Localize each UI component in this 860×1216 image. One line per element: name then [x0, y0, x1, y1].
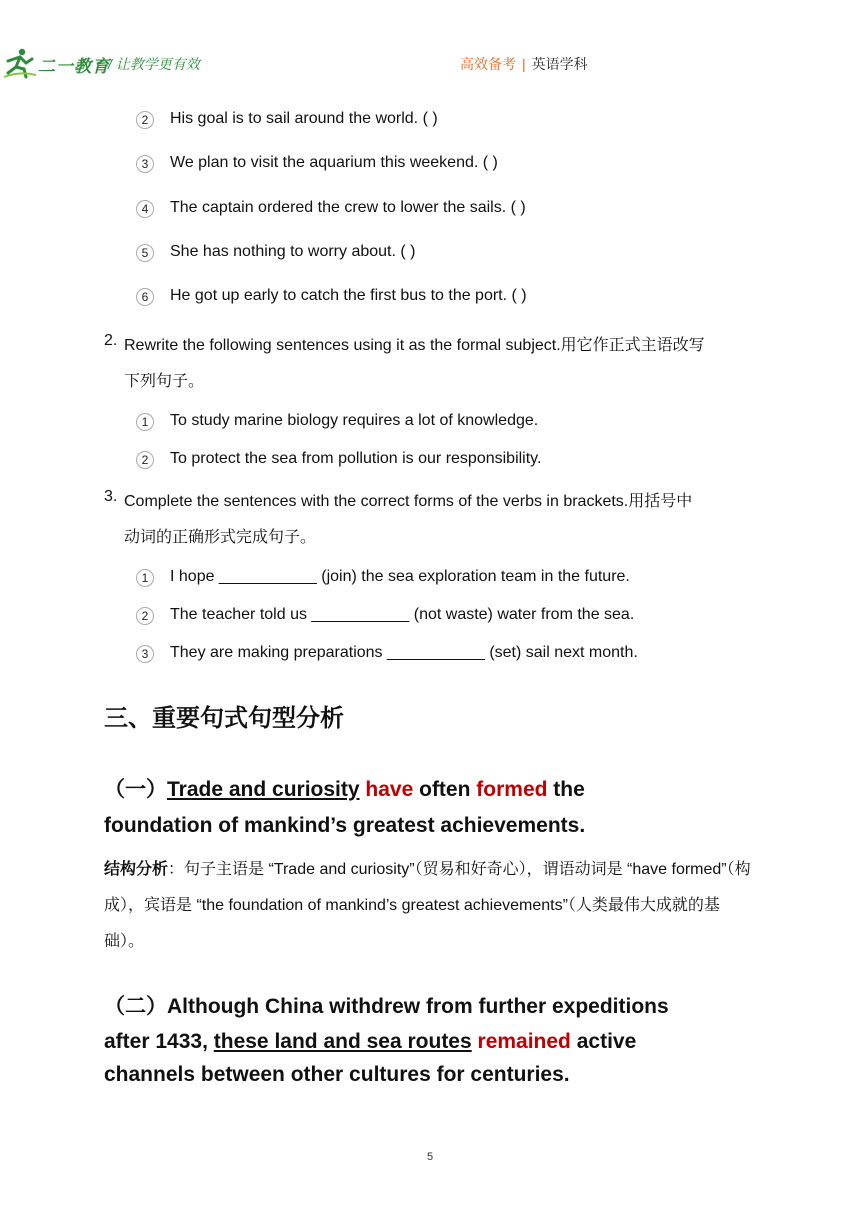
sentence-2-line3: channels between other cultures for centuries. — [104, 1063, 570, 1086]
page-number: 5 — [426, 1151, 434, 1163]
q1-item-text: She has nothing to worry about. ( ) — [170, 243, 416, 260]
item-number: 1 — [136, 569, 154, 587]
q1-item-text: We plan to visit the aquarium this weekend. ( ) — [170, 154, 498, 171]
item-number: 5 — [136, 244, 154, 262]
item-number: 3 — [136, 155, 154, 173]
sentence-verb: have — [365, 778, 414, 801]
q3-item-text: I hope ___________ (join) the sea exploration team in the future. — [170, 568, 630, 585]
sentence-1-line1 — [104, 773, 764, 803]
q3-item-text: They are making preparations ___________ (set) sail next month. — [170, 644, 638, 661]
brand-slogan: / 让教学更有效 — [108, 56, 200, 72]
sentence-verb: formed — [476, 778, 548, 801]
q3-instruction-line1: Complete the sentences with the correct forms of the verbs in brackets.用括号中 — [124, 493, 693, 510]
item-number: 6 — [136, 288, 154, 306]
sentence-2-line2 — [104, 1030, 764, 1054]
brand-name: 二一教育 — [38, 57, 110, 76]
structure-analysis — [104, 852, 754, 960]
header-separator: | — [522, 56, 526, 72]
item-number: 2 — [136, 111, 154, 129]
sentence-text: the — [547, 778, 585, 801]
q2-instruction-line1: Rewrite the following sentences using it as the formal subject.用它作正式主语改写 — [124, 337, 705, 354]
item-number: 1 — [136, 413, 154, 431]
sentence-verb: remained — [477, 1030, 571, 1053]
q3-number: 3. — [104, 488, 118, 505]
sentence-subject: these land and sea routes — [213, 1030, 472, 1053]
sentence-1-line2: foundation of mankind’s greatest achievements. — [104, 814, 586, 837]
sentence-text: after 1433, — [104, 1030, 214, 1053]
item-number: 3 — [136, 645, 154, 663]
sentence-2-line1 — [104, 990, 764, 1020]
q2-item-text: To study marine biology requires a lot of knowledge. — [170, 412, 539, 429]
q1-item-text: He got up early to catch the first bus to the port. ( ) — [170, 287, 527, 304]
q1-item-text: His goal is to sail around the world. ( ) — [170, 110, 438, 127]
part-label: （二） — [104, 995, 167, 1018]
header-subject — [460, 54, 588, 74]
item-number: 2 — [136, 451, 154, 469]
sentence-text: active — [570, 1030, 637, 1053]
sentence-subject: Trade and curiosity — [167, 778, 360, 801]
q2-instruction-line2: 下列句子。 — [124, 373, 205, 390]
item-number: 4 — [136, 200, 154, 218]
header-subject-label: 英语学科 — [531, 56, 588, 72]
logo-runner-icon — [2, 47, 38, 79]
header-exam-label: 高效备考 — [460, 56, 516, 72]
sentence-text: Although China withdrew from further expeditions — [167, 995, 669, 1018]
part-label: （一） — [104, 778, 167, 801]
q2-number: 2. — [104, 332, 118, 349]
item-number: 2 — [136, 607, 154, 625]
q3-instruction-line2: 动词的正确形式完成句子。 — [124, 529, 317, 546]
q2-item-text: To protect the sea from pollution is our responsibility. — [170, 450, 542, 467]
q3-item-text: The teacher told us ___________ (not waste) water from the sea. — [170, 606, 635, 623]
section-title: 三、重要句式句型分析 — [104, 705, 344, 732]
q1-item-text: The captain ordered the crew to lower the sails. ( ) — [170, 199, 526, 216]
sentence-text: often — [413, 778, 477, 801]
analysis-text: ：句子主语是 “Trade and curiosity”（贸易和好奇心），谓语动词是 “have formed”（构成），宾语是 “the foundation of mankind’s greatest achievements”（人类最伟大成就的基础）。 — [104, 861, 751, 950]
analysis-label: 结构分析 — [104, 861, 169, 878]
